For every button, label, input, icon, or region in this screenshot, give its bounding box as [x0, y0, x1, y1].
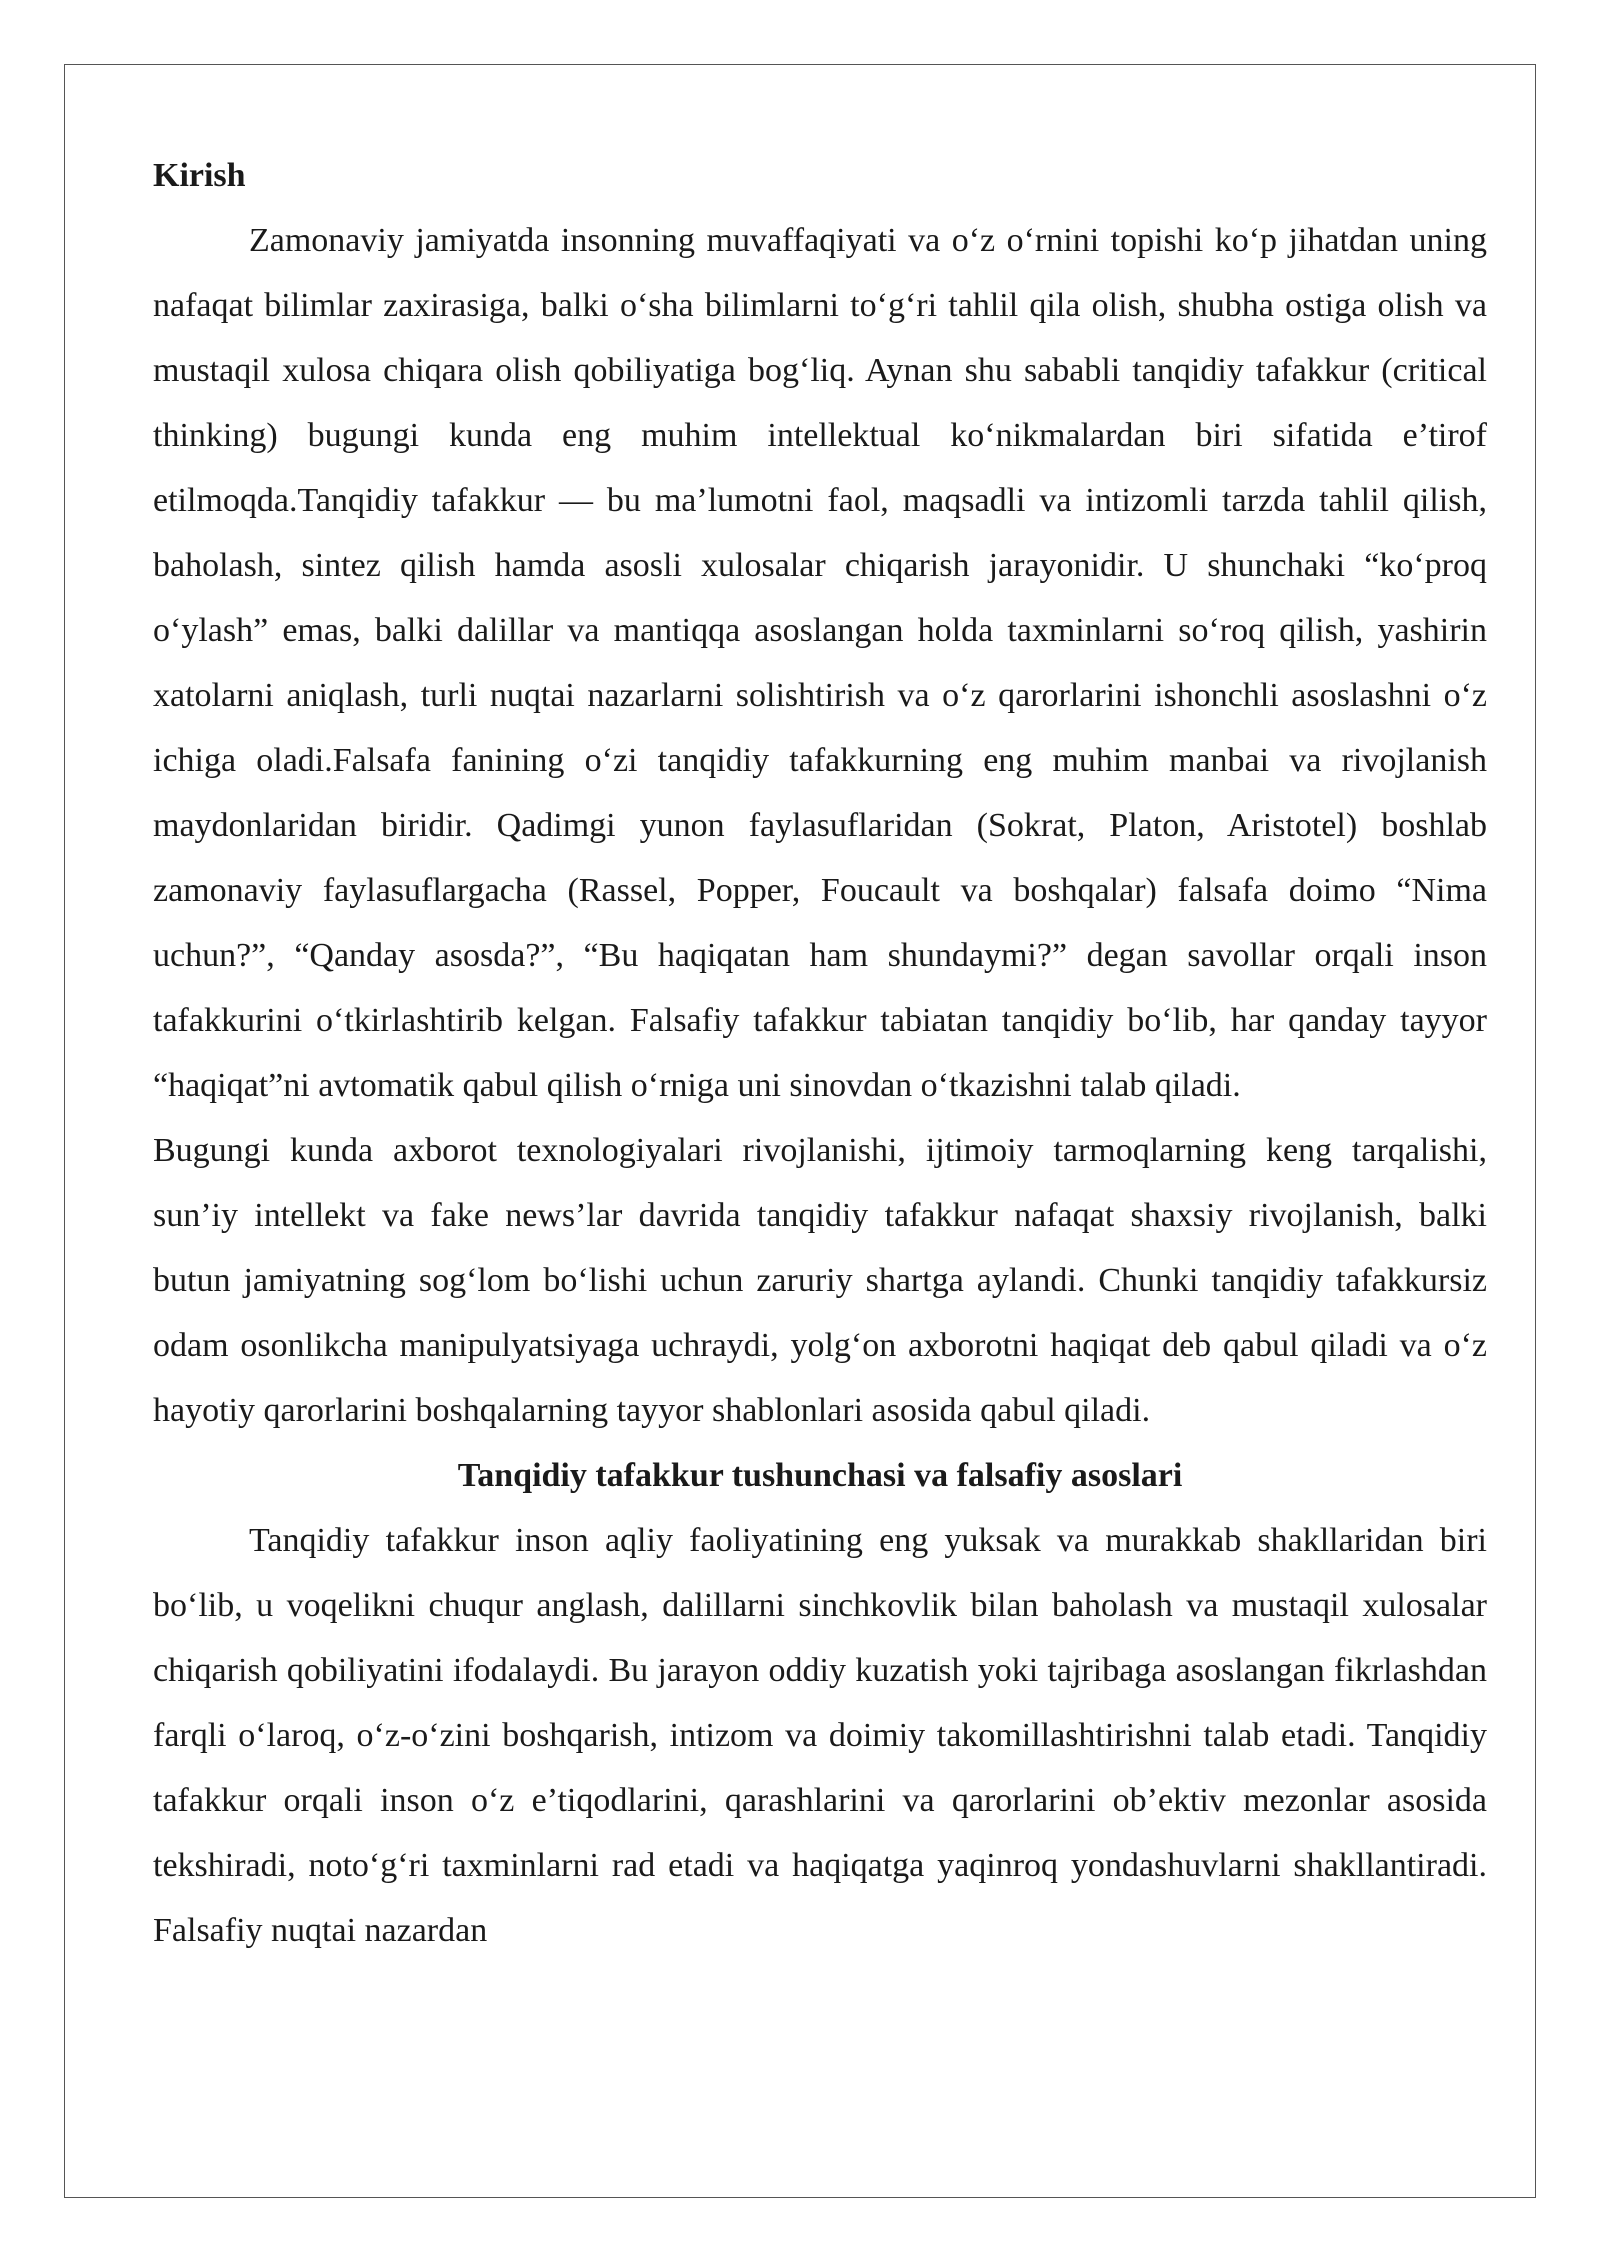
paragraph-modern: Bugungi kunda axborot texnologiyalari rivojlanishi, ijtimoiy tarmoqlarning keng tarqalishi, sun’iy intellekt va fake news’lar davrida tanqidiy tafakkur nafaqat shaxsiy rivojlanish, balki butun jamiyatning sog‘lom bo‘lishi uchun zaruriy shartga aylandi. Chunki tanqidiy tafakkursiz odam osonlikcha manipulyatsiyaga uchraydi, yolg‘on axborotni haqiqat deb qabul qiladi va o‘z hayotiy qarorlarini boshqalarning tayyor shablonlari asosida qabul qiladi. [153, 1132, 1487, 1429]
paragraph-section: Tanqidiy tafakkur inson aqliy faoliyatining eng yuksak va murakkab shakllaridan biri bo‘lib, u voqelikni chuqur anglash, dalillarni sinchkovlik bilan baholash va mustaqil xulosalar chiqarish qobiliyatini ifodalaydi. Bu jarayon oddiy kuzatish yoki tajribaga asoslangan fikrlashdan farqli o‘laroq, o‘z-o‘zini boshqarish, intizom va doimiy takomillashtirishni talab etadi. Tanqidiy tafakkur orqali inson o‘z e’tiqodlarini, qarashlarini va qarorlarini ob’ektiv mezonlar asosida tekshiradi, noto‘g‘ri taxminlarni rad etadi va haqiqatga yaqinroq yondashuvlarni shakllantiradi. Falsafiy nuqtai nazardan [153, 1522, 1487, 1949]
heading-intro: Kirish [153, 157, 246, 194]
paragraph-intro: Zamonaviy jamiyatda insonning muvaffaqiyati va o‘z o‘rnini topishi ko‘p jihatdan uning nafaqat bilimlar zaxirasiga, balki o‘sha bilimlarni to‘g‘ri tahlil qila olish, shubha ostiga olish va mustaqil xulosa chiqara olish qobiliyatiga bog‘liq. Aynan shu sababli tanqidiy tafakkur (critical thinking) bugungi kunda eng muhim intellektual ko‘nikmalardan biri sifatida e’tirof etilmoqda.Tanqidiy tafakkur — bu ma’lumotni faol, maqsadli va intizomli tarzda tahlil qilish, baholash, sintez qilish hamda asosli xulosalar chiqarish jarayonidir. U shunchaki “ko‘proq o‘ylash” emas, balki dalillar va mantiqqa asoslangan holda taxminlarni so‘roq qilish, yashirin xatolarni aniqlash, turli nuqtai nazarlarni solishtirish va o‘z qarorlarini ishonchli asoslashni o‘z ichiga oladi.Falsafa fanining o‘zi tanqidiy tafakkurning eng muhim manbai va rivojlanish maydonlaridan biridir. Qadimgi yunon faylasuflaridan (Sokrat, Platon, Aristotel) boshlab zamonaviy faylasuflargacha (Rassel, Popper, Foucault va boshqalar) falsafa doimo “Nima uchun?”, “Qanday asosda?”, “Bu haqiqatan ham shundaymi?” degan savollar orqali inson tafakkurini o‘tkirlashtirib kelgan. Falsafiy tafakkur tabiatan tanqidiy bo‘lib, har qanday tayyor “haqiqat”ni avtomatik qabul qilish o‘rniga uni sinovdan o‘tkazishni talab qiladi. [153, 222, 1487, 1104]
heading-section: Tanqidiy tafakkur tushunchasi va falsafiy asoslari [457, 1457, 1183, 1494]
document-body [153, 143, 1487, 1963]
